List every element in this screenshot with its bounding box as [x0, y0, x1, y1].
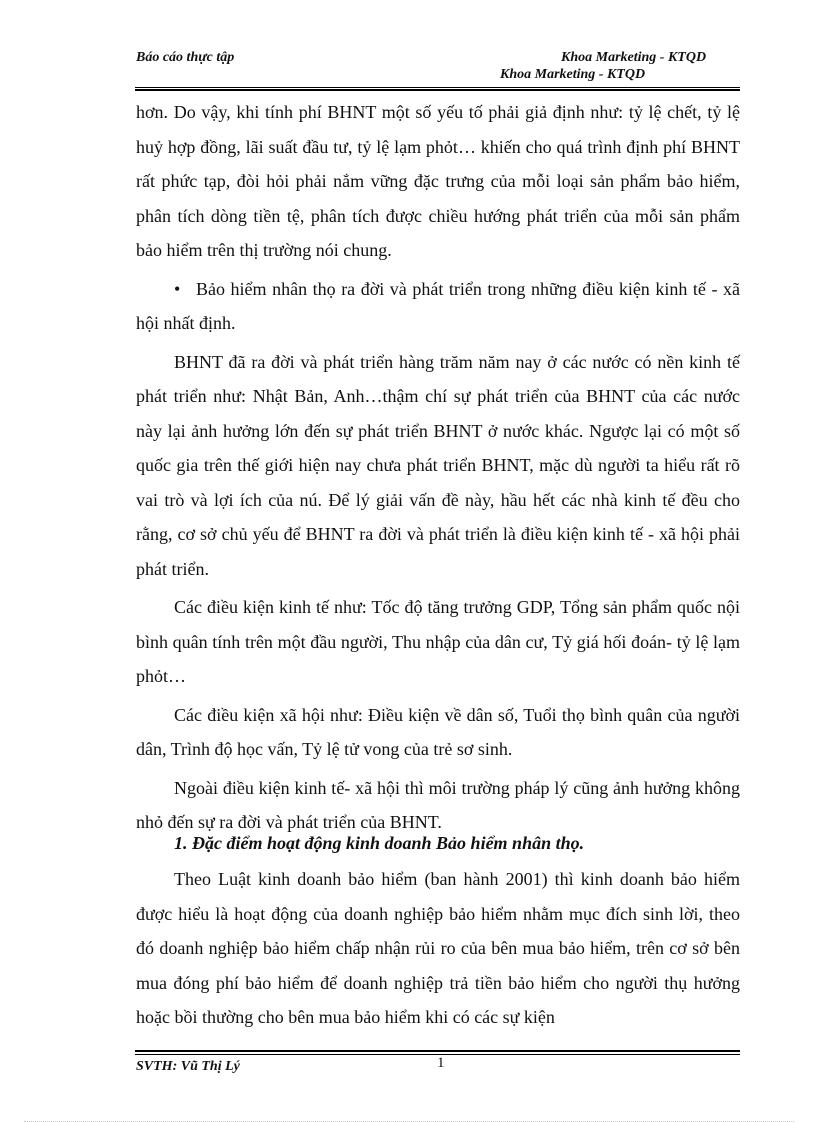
section-heading: 1. Đặc điểm hoạt động kinh doanh Bảo hiểm nhân thọ. — [174, 833, 585, 853]
paragraph-6: Ngoài điều kiện kinh tế- xã hội thì môi trường pháp lý cũng ảnh hưởng không nhỏ đến sự ra đời và phát triển của BHNT. — [136, 777, 740, 832]
paragraph-3: BHNT đã ra đời và phát triển hàng trăm năm nay ở các nước có nền kinh tế phát triển như: Nhật Bản, Anh…thậm chí sự phát triển của BHNT của các nước này lại ảnh hưởng lớn đến sự phát triển BHNT ở nước khác. Ngược lại có một số quốc gia trên thế giới hiện nay chưa phát triển BHNT, mặc dù người ta hiểu rất rõ vai trò và lợi ích của nú. Để lý giải vấn đề này, hầu hết các nhà kinh tế đều cho rằng, cơ sở chủ yếu để BHNT ra đời và phát triển là điều kiện kinh tế - xã hội phải phát triển. — [136, 351, 740, 579]
header-rule-thick — [135, 89, 740, 91]
paragraph-4: Các điều kiện kinh tế như: Tốc độ tăng trưởng GDP, Tổng sản phẩm quốc nội bình quân tính trên một đầu người, Thu nhập của dân cư, Tỷ giá hối đoán- tỷ lệ lạm phỏt… — [136, 597, 740, 686]
document-body — [136, 95, 740, 844]
paragraph-5: Các điều kiện xã hội như: Điều kiện về dân số, Tuổi thọ bình quân của người dân, Trình độ học vấn, Tỷ lệ tử vong của trẻ sơ sinh. — [136, 704, 740, 759]
bullet-text: Bảo hiểm nhân thọ ra đời và phát triển trong những điều kiện kinh tế - xã hội nhất định. — [136, 278, 740, 333]
page-bottom-dotted-line — [24, 1121, 794, 1122]
footer-rule-thick — [135, 1050, 740, 1052]
footer-left: SVTH: Vũ Thị Lý — [136, 1059, 240, 1074]
section-body — [136, 862, 740, 1039]
header-left: Báo cáo thực tập — [136, 50, 235, 65]
bullet-item — [136, 272, 740, 341]
header-rule — [135, 87, 740, 88]
header-right-line1: Khoa Marketing - KTQD — [561, 50, 707, 65]
bullet-icon: • — [174, 278, 181, 299]
page-number: 1 — [437, 1055, 445, 1071]
header-right-line2: Khoa Marketing - KTQD — [500, 67, 646, 82]
paragraph-1: hơn. Do vậy, khi tính phí BHNT một số yếu tố phải giả định như: tỷ lệ chết, tỷ lệ huỷ hợp đồng, lãi suất đầu tư, tỷ lệ lạm phỏt… khiến cho quá trình định phí BHNT rất phức tạp, đòi hỏi phải nắm vững đặc trưng của mỗi loại sản phẩm bảo hiểm, phân tích dòng tiền tệ, phân tích được chiều hướng phát triển của mỗi sản phẩm bảo hiểm trên thị trường nói chung. — [136, 102, 740, 260]
section-paragraph: Theo Luật kinh doanh bảo hiểm (ban hành 2001) thì kinh doanh bảo hiểm được hiểu là hoạt động của doanh nghiệp bảo hiểm nhằm mục đích sinh lời, theo đó doanh nghiệp bảo hiểm chấp nhận rủi ro của bên mua bảo hiểm, trên cơ sở bên mua đóng phí bảo hiểm để doanh nghiệp trả tiền bảo hiểm cho người thụ hưởng hoặc bồi thường cho bên mua bảo hiểm khi có các sự kiện — [136, 869, 740, 1027]
